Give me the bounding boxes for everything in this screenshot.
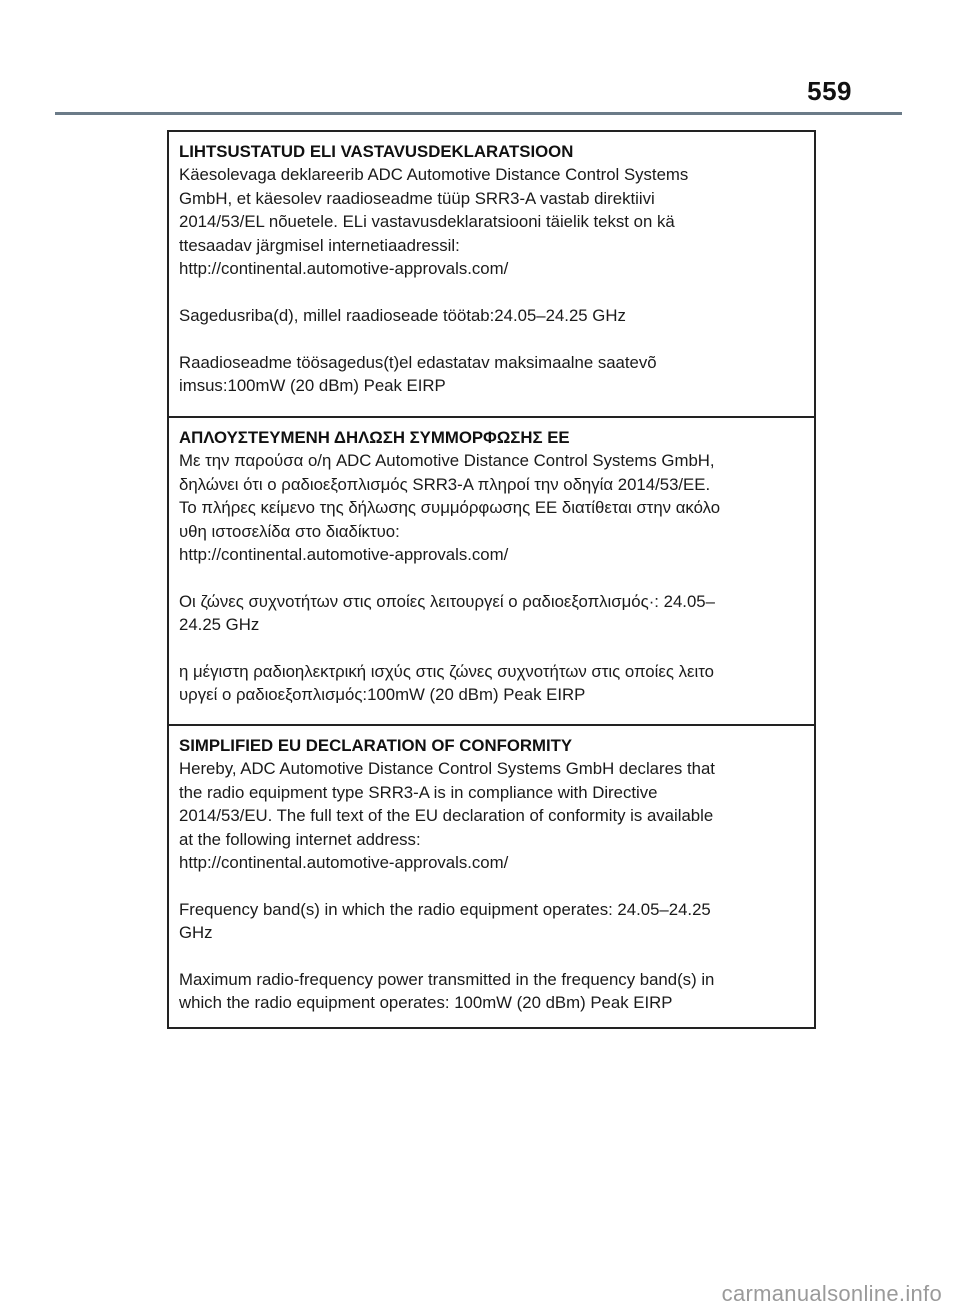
text-line: υργεί ο ραδιοεξοπλισμός:100mW (20 dBm) Peak EIRP: [179, 685, 586, 705]
text-line: 2014/53/EL nõuetele. ELi vastavusdeklaratsiooni täielik tekst on kä: [179, 212, 675, 232]
text-line: υθη ιστοσελίδα στο διαδίκτυο:: [179, 521, 400, 541]
url-link[interactable]: http://continental.automotive-approvals.com/: [179, 853, 509, 873]
power-text: [179, 660, 804, 707]
text-line: GHz: [179, 923, 213, 943]
text-line: Käesolevaga deklareerib ADC Automotive Distance Control Systems: [179, 165, 689, 185]
frequency-text: [179, 898, 804, 945]
watermark: carmanualsonline.info: [721, 1281, 942, 1306]
text-line: GmbH, et käesolev raadioseadme tüüp SRR3-A vastab direktiivi: [179, 188, 655, 208]
declaration-greek: [169, 416, 814, 724]
section-title: LIHTSUSTATUD ELI VASTAVUSDEKLARATSIOON: [179, 142, 574, 161]
power-text: [179, 968, 804, 1015]
text-line: the radio equipment type SRR3-A is in compliance with Directive: [179, 782, 658, 802]
declaration-text: [179, 163, 804, 280]
frequency-text: [179, 590, 804, 637]
text-line: 2014/53/EU. The full text of the EU declaration of conformity is available: [179, 806, 714, 826]
power-text: [179, 351, 804, 398]
declaration-text: [179, 449, 804, 566]
text-line: η μέγιστη ραδιοηλεκτρική ισχύς στις ζώνες συχνοτήτων στις οποίες λειτο: [179, 662, 714, 682]
declaration-estonian: [169, 132, 814, 416]
text-line: imsus:100mW (20 dBm) Peak EIRP: [179, 376, 446, 396]
declarations-box: [167, 130, 816, 1029]
text-line: Frequency band(s) in which the radio equipment operates: 24.05–24.25: [179, 899, 711, 919]
url-link[interactable]: http://continental.automotive-approvals.com/: [179, 545, 509, 565]
text-line: Raadioseadme töösagedus(t)el edastatav maksimaalne saatevõ: [179, 352, 657, 372]
text-line: Hereby, ADC Automotive Distance Control Systems GmbH declares that: [179, 759, 715, 779]
text-line: at the following internet address:: [179, 829, 421, 849]
text-line: which the radio equipment operates: 100mW (20 dBm) Peak EIRP: [179, 993, 673, 1013]
declaration-text: [179, 757, 804, 874]
text-line: Με την παρούσα ο/η ADC Automotive Distance Control Systems GmbH,: [179, 451, 715, 471]
text-line: Maximum radio-frequency power transmitted in the frequency band(s) in: [179, 970, 715, 990]
url-link[interactable]: http://continental.automotive-approvals.com/: [179, 259, 509, 279]
text-line: 24.25 GHz: [179, 615, 260, 635]
declaration-english: [169, 724, 814, 1027]
frequency-text: [179, 304, 804, 327]
text-line: Το πλήρες κείμενο της δήλωσης συμμόρφωσης ΕΕ διατίθεται στην ακόλο: [179, 498, 721, 518]
section-title: ΑΠΛΟΥΣΤΕΥΜΕΝΗ ΔΗΛΩΣΗ ΣΥΜΜΟΡΦΩΣΗΣ ΕΕ: [179, 428, 570, 447]
section-title: SIMPLIFIED EU DECLARATION OF CONFORMITY: [179, 736, 573, 755]
page-number: 559: [807, 76, 852, 106]
header-divider: [55, 112, 902, 115]
text-line: δηλώνει ότι ο ραδιοεξοπλισμός SRR3-A πληροί την οδηγία 2014/53/ΕΕ.: [179, 474, 711, 494]
text-line: ttesaadav järgmisel internetiaadressil:: [179, 235, 460, 255]
text-line: Οι ζώνες συχνοτήτων στις οποίες λειτουργεί ο ραδιοεξοπλισμός·: 24.05–: [179, 591, 715, 611]
text-line: Sagedusriba(d), millel raadioseade töötab:24.05–24.25 GHz: [179, 305, 626, 325]
